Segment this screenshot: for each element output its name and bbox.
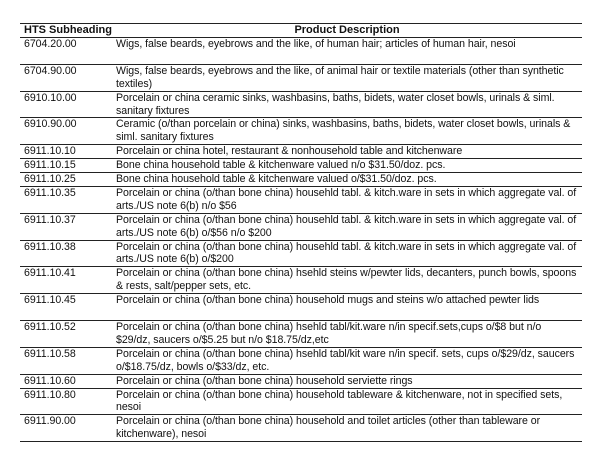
hts-code-cell: 6704.90.00 — [20, 64, 112, 91]
column-header-hts-subheading: HTS Subheading — [20, 24, 112, 38]
table-row — [20, 374, 582, 388]
description-cell: Porcelain or china (o/than bone china) househld tabl. & kitch.ware in sets in which aggregate val. of arts./US note 6(b) o/$200 — [112, 240, 582, 267]
hts-code-cell: 6911.10.35 — [20, 186, 112, 213]
description-cell: Porcelain or china (o/than bone china) household serviette rings — [112, 374, 582, 388]
hts-code-cell: 6911.90.00 — [20, 415, 112, 442]
description-cell: Porcelain or china (o/than bone china) househld tabl. & kitch.ware in sets in which aggregate val. of arts./US note 6(b) o/$56 n/o $200 — [112, 213, 582, 240]
table-row — [20, 267, 582, 294]
hts-code-cell: 6911.10.45 — [20, 294, 112, 321]
hts-code-cell: 6911.10.41 — [20, 267, 112, 294]
table-row — [20, 118, 582, 145]
hts-code-cell: 6911.10.52 — [20, 321, 112, 348]
description-cell: Porcelain or china ceramic sinks, washbasins, baths, bidets, water closet bowls, urinals & siml. sanitary fixtures — [112, 91, 582, 118]
description-cell: Bone china household table & kitchenware valued n/o $31.50/doz. pcs. — [112, 159, 582, 173]
hts-code-cell: 6911.10.80 — [20, 388, 112, 415]
description-cell: Porcelain or china (o/than bone china) household and toilet articles (other than tableware or kitchenware), nesoi — [112, 415, 582, 442]
description-cell: Porcelain or china hotel, restaurant & nonhousehold table and kitchenware — [112, 145, 582, 159]
hts-code-cell: 6911.10.25 — [20, 173, 112, 187]
description-cell: Porcelain or china (o/than bone china) hsehld steins w/pewter lids, decanters, punch bowls, spoons & rests, salt/pepper sets, etc. — [112, 267, 582, 294]
description-cell: Porcelain or china (o/than bone china) household mugs and steins w/o attached pewter lids — [112, 294, 582, 321]
hts-code-cell: 6911.10.10 — [20, 145, 112, 159]
description-cell: Porcelain or china (o/than bone china) hsehld tabl/kit.ware n/in specif.sets,cups o/$8 but n/o $29/dz, saucers o/$5.25 but n/o $18.75/dz,etc — [112, 321, 582, 348]
description-cell: Wigs, false beards, eyebrows and the like, of animal hair or textile materials (other than synthetic textiles) — [112, 64, 582, 91]
description-cell: Bone china household table & kitchenware valued o/$31.50/doz. pcs. — [112, 173, 582, 187]
table-row — [20, 321, 582, 348]
table-row — [20, 347, 582, 374]
table-row — [20, 38, 582, 65]
hts-code-cell: 6911.10.37 — [20, 213, 112, 240]
table-row — [20, 145, 582, 159]
description-cell: Porcelain or china (o/than bone china) household tableware & kitchenware, not in specified sets, nesoi — [112, 388, 582, 415]
table-header-row — [20, 24, 582, 38]
table-row — [20, 240, 582, 267]
description-cell: Porcelain or china (o/than bone china) hsehld tabl/kit ware n/in specif. sets, cups o/$29/dz, saucers o/$18.75/dz, bowls o/$33/dz, etc. — [112, 347, 582, 374]
table-row — [20, 415, 582, 442]
hts-code-cell: 6911.10.38 — [20, 240, 112, 267]
table-row — [20, 388, 582, 415]
hts-code-cell: 6911.10.60 — [20, 374, 112, 388]
table-row — [20, 91, 582, 118]
table-row — [20, 64, 582, 91]
hts-code-cell: 6911.10.15 — [20, 159, 112, 173]
hts-code-cell: 6910.90.00 — [20, 118, 112, 145]
hts-code-cell: 6911.10.58 — [20, 347, 112, 374]
table-row — [20, 186, 582, 213]
document-page — [20, 23, 582, 442]
hts-table — [20, 23, 582, 442]
hts-code-cell: 6910.10.00 — [20, 91, 112, 118]
description-cell: Wigs, false beards, eyebrows and the like, of human hair; articles of human hair, nesoi — [112, 38, 582, 65]
description-cell: Ceramic (o/than porcelain or china) sinks, washbasins, baths, bidets, water closet bowls, urinals & siml. sanitary fixtures — [112, 118, 582, 145]
description-cell: Porcelain or china (o/than bone china) househld tabl. & kitch.ware in sets in which aggregate val. of arts./US note 6(b) n/o $56 — [112, 186, 582, 213]
column-header-product-description: Product Description — [112, 24, 582, 38]
table-row — [20, 159, 582, 173]
hts-code-cell: 6704.20.00 — [20, 38, 112, 65]
table-row — [20, 294, 582, 321]
table-row — [20, 213, 582, 240]
table-row — [20, 173, 582, 187]
